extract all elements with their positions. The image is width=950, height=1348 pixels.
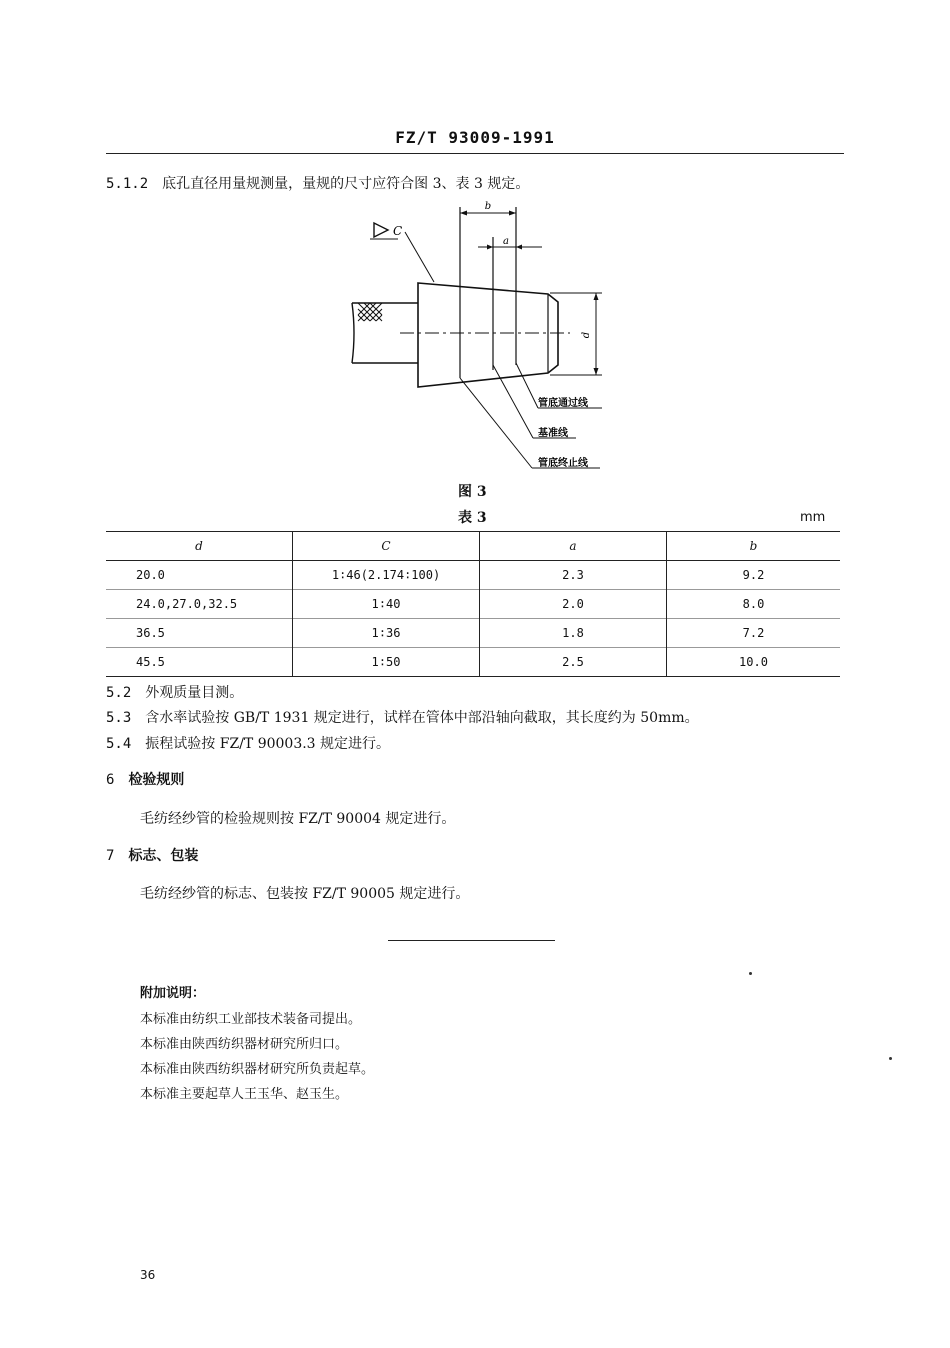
table-row (106, 619, 840, 648)
handle-break (352, 303, 354, 363)
notes-line: 本标准由陕西纺织器材研究所归口。 (140, 1037, 349, 1052)
clause-text: 含水率试验按 GB/T 1931 规定进行，试样在管体中部沿轴向截取，其长度约为 50mm。 (145, 710, 699, 726)
column-header: a (480, 532, 667, 561)
standard-code-header: FZ/T 93009-1991 (395, 128, 555, 147)
dim-a-label: a (503, 236, 509, 247)
base-line-label: 基准线 (538, 428, 568, 439)
table-cell: 1∶36 (293, 619, 480, 648)
column-header: d (106, 532, 293, 561)
table-row (106, 561, 840, 590)
column-header: C (293, 532, 480, 561)
table-cell: 1.8 (480, 619, 667, 648)
table-row (106, 648, 840, 677)
table-cell: 1∶46(2.174∶100) (293, 561, 480, 590)
arrow-head (460, 211, 467, 216)
section-title: 检验规则 (128, 772, 185, 788)
dim-b-label: b (484, 201, 492, 212)
taper-symbol-icon (374, 223, 388, 237)
table-cell: 20.0 (106, 561, 293, 590)
table-cell: 2.3 (480, 561, 667, 590)
table-row (106, 590, 840, 619)
clause-number: 5.2 (106, 685, 132, 701)
clause-5-3 (106, 707, 699, 727)
table-cell: 7.2 (667, 619, 841, 648)
pass-line-leader (516, 363, 538, 408)
table-cell: 9.2 (667, 561, 841, 590)
section-6-body: 毛纺经纱管的检验规则按 FZ/T 90004 规定进行。 (140, 811, 456, 827)
clause-number: 5.3 (106, 710, 132, 726)
arrow-head (487, 245, 493, 250)
notes-line: 本标准由纺织工业部技术装备司提出。 (140, 1012, 362, 1027)
gauge-figure (330, 195, 630, 485)
section-7-heading (106, 845, 198, 865)
table-cell: 1∶40 (293, 590, 480, 619)
section-7-body: 毛纺经纱管的标志、包装按 FZ/T 90005 规定进行。 (140, 886, 470, 902)
spec-table (106, 531, 840, 677)
column-header: b (667, 532, 841, 561)
header-rule (106, 153, 844, 154)
notes-line: 本标准由陕西纺织器材研究所负责起草。 (140, 1062, 375, 1077)
stop-line-label: 管底终止线 (538, 458, 588, 469)
table-cell: 45.5 (106, 648, 293, 677)
gauge-body (418, 283, 558, 387)
knurl-pattern (358, 303, 382, 321)
arrow-head (516, 245, 522, 250)
table-unit: mm (800, 510, 826, 525)
figure-caption: 图 3 (458, 484, 487, 500)
scan-speck (749, 972, 752, 975)
stop-line-leader (460, 378, 532, 468)
arrow-head (594, 293, 599, 300)
notes-line: 本标准主要起草人王玉华、赵玉生。 (140, 1087, 349, 1102)
table-cell: 2.5 (480, 648, 667, 677)
taper-label: C (393, 224, 403, 238)
table-header-row (106, 532, 840, 561)
arrow-head (594, 368, 599, 375)
clause-5-2 (106, 682, 243, 702)
table-cell: 10.0 (667, 648, 841, 677)
section-6-heading (106, 769, 184, 789)
table-cell: 1∶50 (293, 648, 480, 677)
clause-number: 5.1.2 (106, 176, 149, 192)
section-number: 6 (106, 772, 115, 788)
notes-title: 附加说明： (140, 986, 206, 1001)
clause-5-1-2 (106, 173, 529, 193)
taper-leader (405, 232, 434, 282)
section-number: 7 (106, 848, 115, 864)
scan-speck (889, 1057, 892, 1060)
clause-5-4 (106, 733, 390, 753)
clause-text: 外观质量目测。 (145, 685, 244, 701)
pass-line-label: 管底通过线 (538, 398, 588, 409)
arrow-head (509, 211, 516, 216)
clause-text: 振程试验按 FZ/T 90003.3 规定进行。 (145, 736, 391, 752)
table-cell: 24.0,27.0,32.5 (106, 590, 293, 619)
dim-d-label: d (581, 331, 592, 339)
clause-number: 5.4 (106, 736, 132, 752)
table-cell: 2.0 (480, 590, 667, 619)
section-title: 标志、包装 (128, 848, 199, 864)
clause-text: 底孔直径用量规测量，量规的尺寸应符合图 3、表 3 规定。 (162, 176, 530, 192)
page-number: 36 (140, 1268, 156, 1282)
table-cell: 36.5 (106, 619, 293, 648)
table-cell: 8.0 (667, 590, 841, 619)
end-separator (388, 940, 555, 941)
table-caption: 表 3 (458, 510, 487, 526)
